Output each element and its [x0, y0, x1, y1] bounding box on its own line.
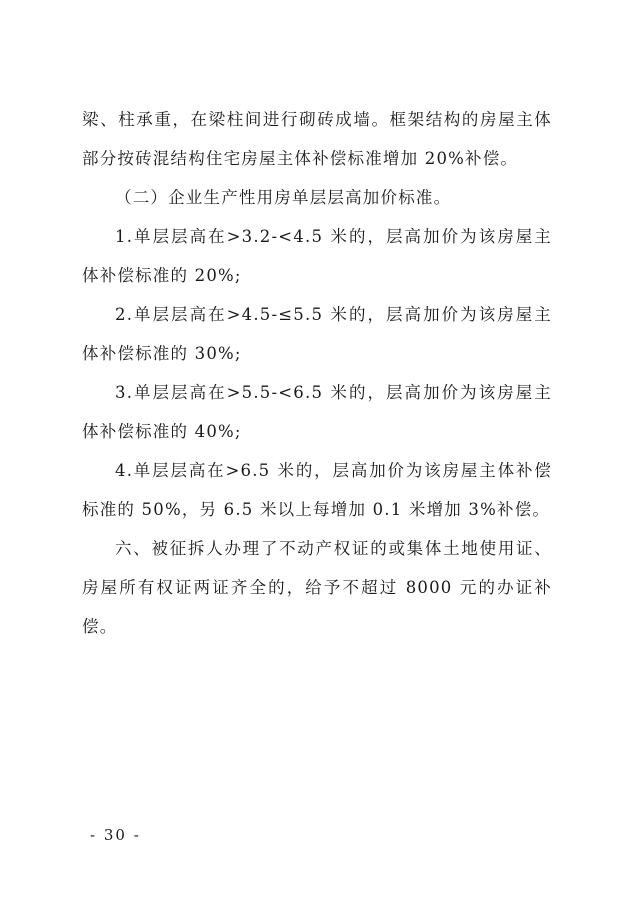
paragraph-item-3: 3.单层层高在>5.5-<6.5 米的，层高加价为该房屋主体补偿标准的 40%; [82, 383, 552, 441]
paragraph-certificate-compensation: 六、被征拆人办理了不动产权证的或集体土地使用证、房屋所有权证两证齐全的，给予不超过 8000 元的办证补偿。 [82, 539, 552, 636]
page-number: - 30 - [90, 826, 141, 844]
paragraph-item-4: 4.单层层高在>6.5 米的，层高加价为该房屋主体补偿标准的 50%，另 6.5 米以上每增加 0.1 米增加 3%补偿。 [82, 461, 552, 519]
document-body [82, 100, 552, 646]
paragraph-frame-structure: 梁、柱承重，在梁柱间进行砌砖成墙。框架结构的房屋主体部分按砖混结构住宅房屋主体补偿标准增加 20%补偿。 [82, 110, 552, 168]
paragraph-item-2: 2.单层层高在>4.5-≤5.5 米的，层高加价为该房屋主体补偿标准的 30%; [82, 305, 552, 363]
paragraph-section-heading: （二）企业生产性用房单层层高加价标准。 [115, 188, 452, 207]
paragraph-item-1: 1.单层层高在>3.2-<4.5 米的，层高加价为该房屋主体补偿标准的 20%; [82, 227, 552, 285]
